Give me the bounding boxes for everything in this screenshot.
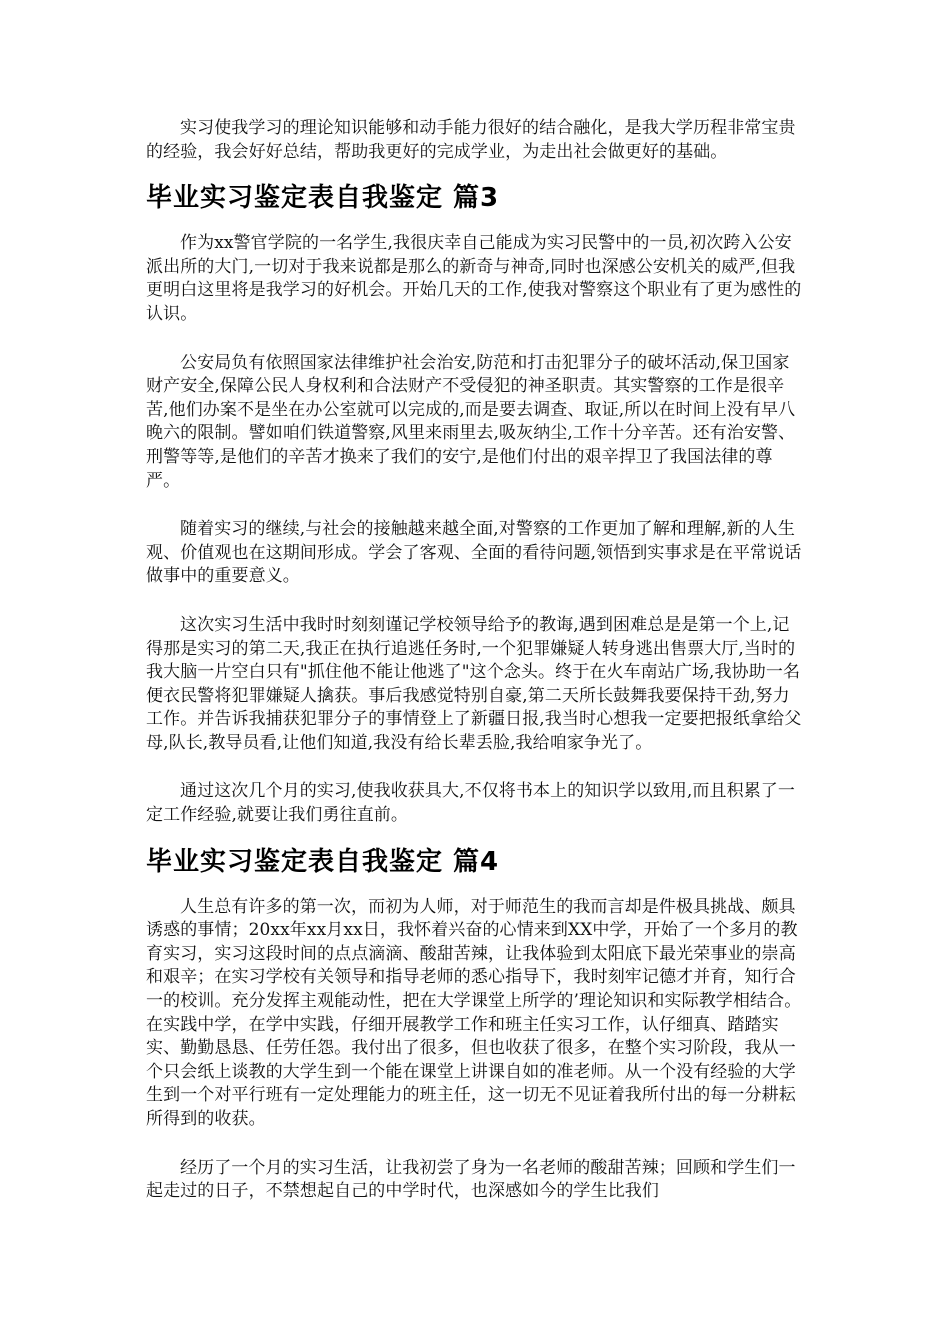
- document-page: [146, 117, 804, 1204]
- paragraph: 作为xx警官学院的一名学生,我很庆幸自己能成为实习民警中的一员,初次跨入公安派出所的大门,一切对于我来说都是那么的新奇与神奇,同时也深感公安机关的威严,但我更明白这里将是我学习的好机会。开始几天的工作,使我对警察这个职业有了更为感性的认识。: [146, 233, 802, 324]
- paragraph: 公安局负有依照国家法律维护社会治安,防范和打击犯罪分子的破坏活动,保卫国家财产安全,保障公民人身权利和合法财产不受侵犯的神圣职责。其实警察的工作是很辛苦,他们办案不是坐在办公室就可以完成的,而是要去调查、取证,所以在时间上没有早八晚六的限制。譬如咱们铁道警察,风里来雨里去,吸灰纳尘,工作十分辛苦。还有治安警、刑警等等,是他们的辛苦才换来了我们的安宁,是他们付出的艰辛捍卫了我国法律的尊严。: [146, 352, 796, 491]
- section-heading: 毕业实习鉴定表自我鉴定 篇4: [146, 846, 500, 877]
- paragraph: 随着实习的继续,与社会的接触越来越全面,对警察的工作更加了解和理解,新的人生观、价值观也在这期间形成。学会了客观、全面的看待问题,领悟到实事求是在平常说话做事中的重要意义。: [146, 519, 802, 587]
- paragraph: 经历了一个月的实习生活，让我初尝了身为一名老师的酸甜苦辣；回顾和学生们一起走过的日子，不禁想起自己的中学时代，也深感如今的学生比我们: [146, 1157, 796, 1202]
- paragraph: 通过这次几个月的实习,使我收获具大,不仅将书本上的知识学以致用,而且积累了一定工作经验,就要让我们勇往直前。: [146, 781, 796, 826]
- section-heading: 毕业实习鉴定表自我鉴定 篇3: [146, 183, 500, 214]
- paragraph: 实习使我学习的理论知识能够和动手能力很好的结合融化，是我大学历程非常宝贵的经验，我会好好总结，帮助我更好的完成学业，为走出社会做更好的基础。: [146, 118, 796, 162]
- paragraph: 这次实习生活中我时时刻刻谨记学校领导给予的教诲,遇到困难总是是第一个上,记得那是实习的第二天,我正在执行追逃任务时,一个犯罪嫌疑人转身逃出售票大厅,当时的我大脑一片空白只有"抓住他不能让他逃了"这个念头。终于在火车南站广场,我协助一名便衣民警将犯罪嫌疑人擒获。事后我感觉特别自豪,第二天所长鼓舞我要保持干劲,努力工作。并告诉我捕获犯罪分子的事情登上了新疆日报,我当时心想我一定要把报纸拿给父母,队长,教导员看,让他们知道,我没有给长辈丢脸,我给咱家争光了。: [146, 614, 802, 753]
- paragraph: 人生总有许多的第一次，而初为人师，对于师范生的我而言却是件极具挑战、颇具诱惑的事情；20xx年xx月xx日，我怀着兴奋的心情来到XX中学，开始了一个多月的教育实习，实习这段时间的点点滴滴、酸甜苦辣，让我体验到太阳底下最光荣事业的崇高和艰辛；在实习学校有关领导和指导老师的悉心指导下，我时刻牢记德才并育，知行合一的校训。充分发挥主观能动性，把在大学课堂上所学的’理论知识和实际教学相结合。在实践中学，在学中实践，仔细开展教学工作和班主任实习工作，认仔细真、踏踏实实、勤勤恳恳、任劳任怨。我付出了很多，但也收获了很多，在整个实习阶段，我从一个只会纸上谈教的大学生到一个能在课堂上讲课自如的准老师。从一个没有经验的大学生到一个对平行班有一定处理能力的班主任，这一切无不见证着我所付出的每一分耕耘所得到的收获。: [146, 896, 802, 1129]
